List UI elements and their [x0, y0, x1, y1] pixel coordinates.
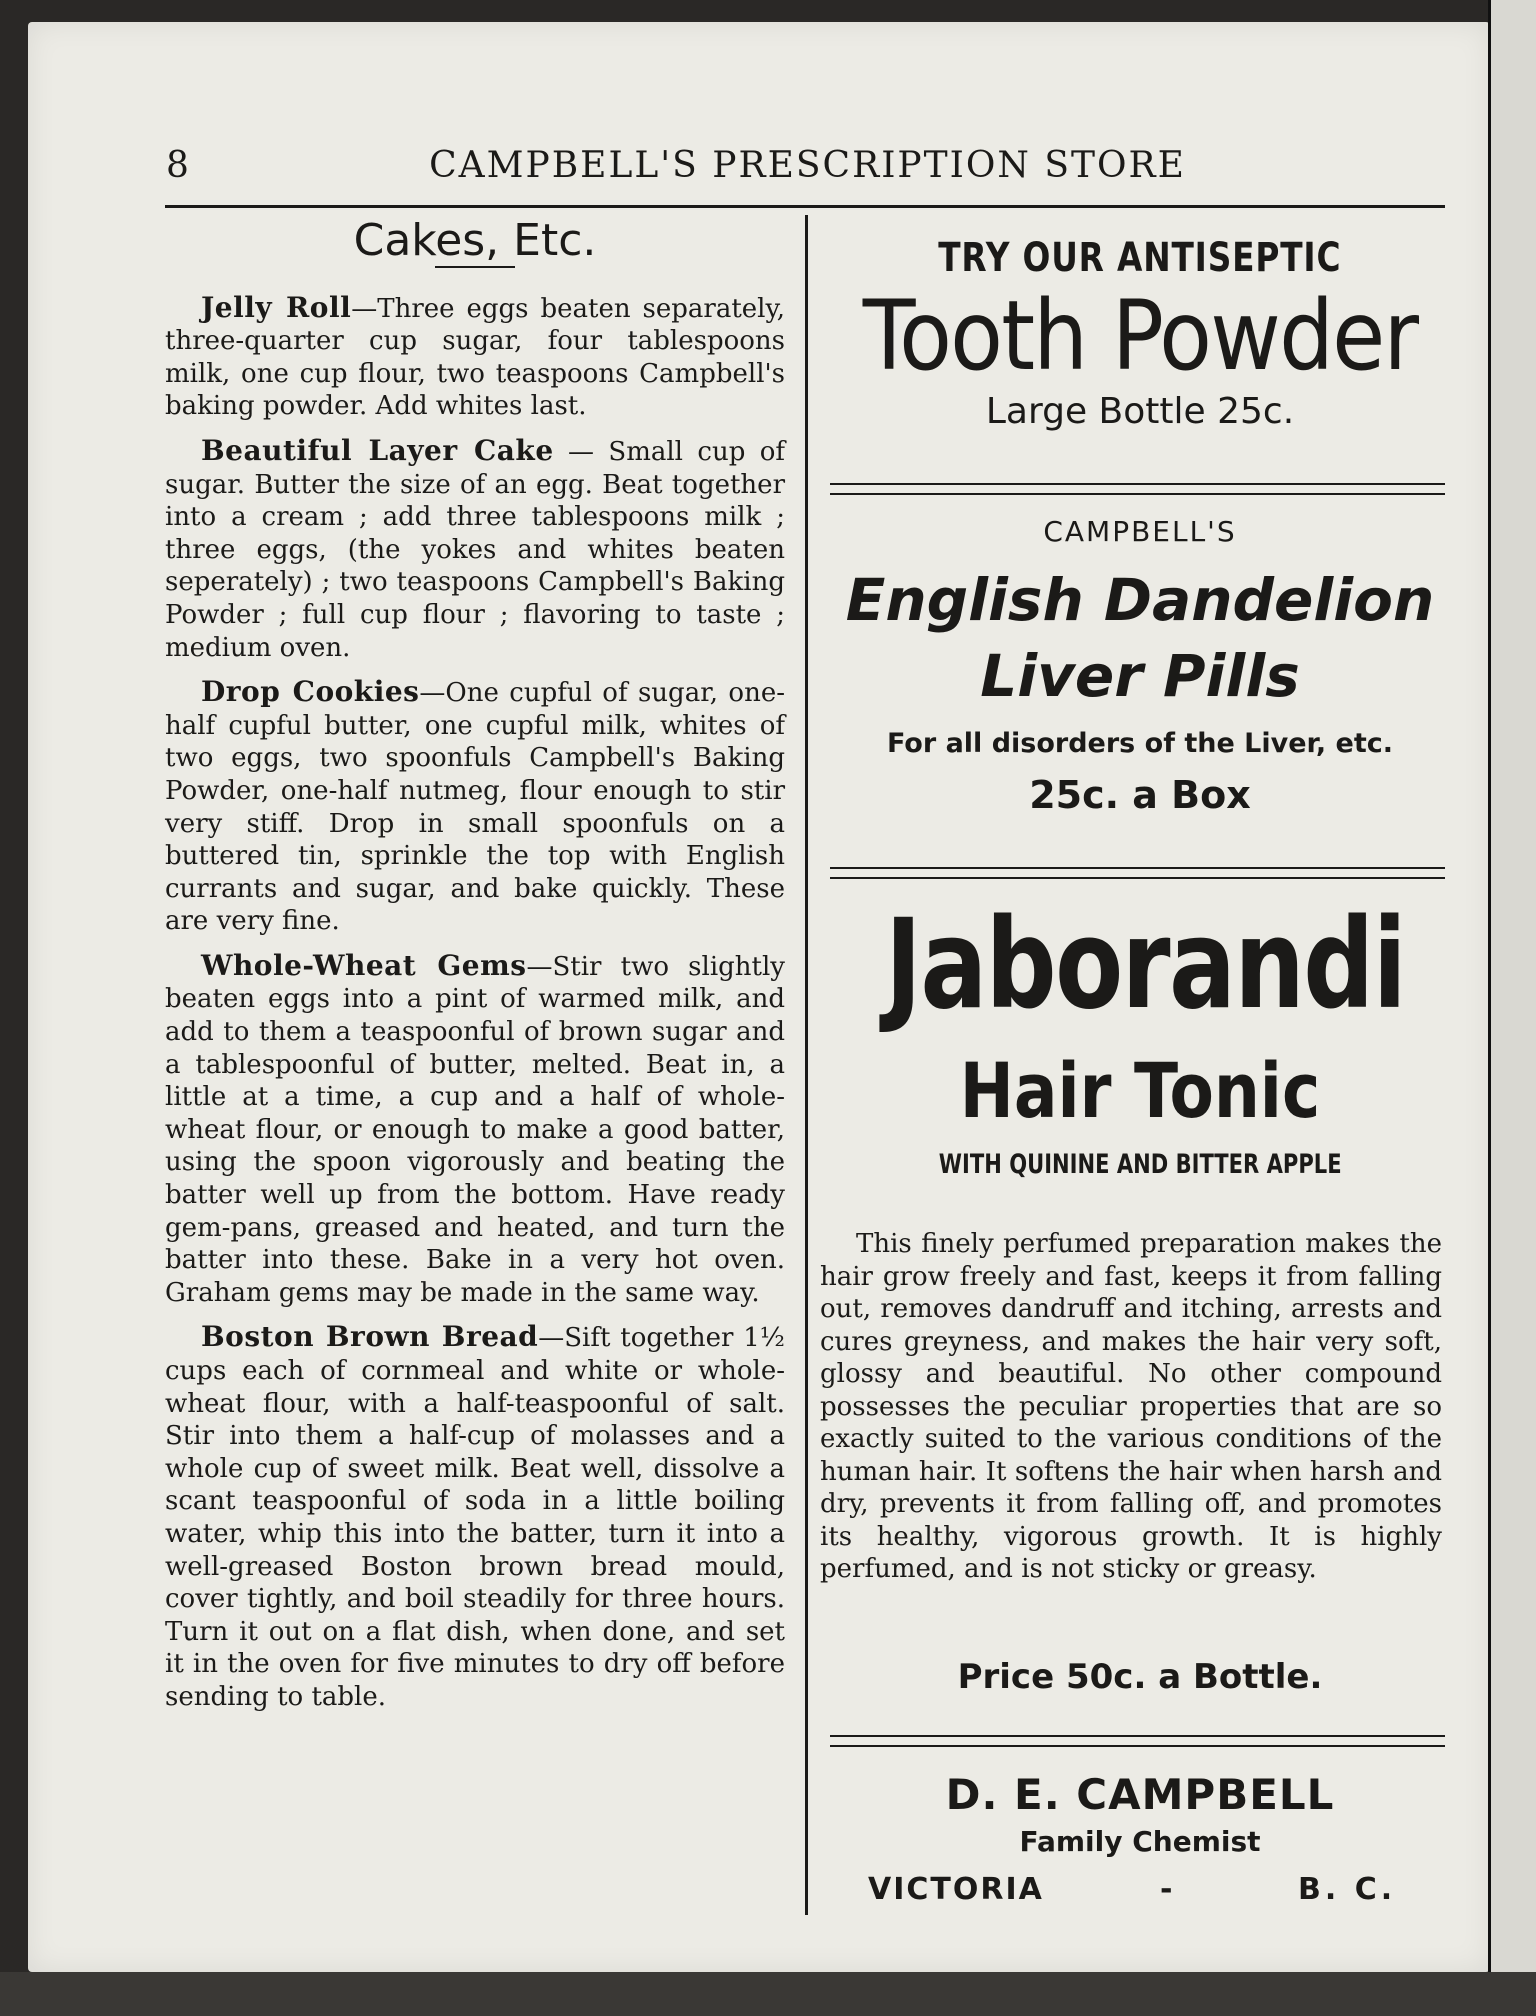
header-rule — [165, 205, 1445, 208]
ad-price: 25c. a Box — [1029, 773, 1251, 817]
store-location — [820, 1872, 1460, 1916]
recipe-boston-brown-bread — [165, 1321, 785, 1713]
recipe-jelly-roll — [165, 292, 785, 423]
recipe-layer-cake — [165, 435, 785, 664]
ad-price: Large Bottle 25c. — [985, 391, 1295, 432]
recipe-text: —One cupful of sugar, one-half cupful butter, one cupful milk, whites of two eggs, two spoonfuls Campbell's Baking Powder, one-half nutmeg, flour enough to stir very stiff. Drop in small spoonfuls on a buttered tin, sprinkle the top with English currants and sugar, and bake quickly. These are very fine. — [165, 678, 785, 937]
recipes-column — [165, 215, 785, 1726]
ad-product-name: Jaborandi — [885, 893, 1406, 1037]
recipe-drop-cookies — [165, 676, 785, 938]
ad-tagline: WITH QUININE AND BITTER APPLE — [938, 1149, 1342, 1180]
store-province: B. C. — [1298, 1872, 1397, 1907]
ad-divider — [830, 867, 1445, 879]
recipe-name: Jelly Roll — [201, 290, 352, 324]
store-city: VICTORIA — [868, 1872, 1044, 1907]
recipe-text: —Three eggs beaten separately, three-quarter cup sugar, four tablespoons milk, one cup flour, two teaspoons Campbell's baking powder. Add whites last. — [165, 293, 785, 422]
section-title: Cakes, Etc. — [353, 215, 597, 266]
ad-product-line-2: Liver Pills — [980, 642, 1300, 710]
recipe-text: —Stir two slightly beaten eggs into a pint of warmed milk, and add to them a teaspoonful of brown sugar and a tablespoonful of butter, melted. Beat in, a little at a time, a cup and a half of whole-wheat flour, or enough to make a good batter, using the spoon vigorously and beating the batter well up from the bottom. Have ready gem-pans, greased and heated, and turn the batter into these. Bake in a very hot oven. Graham gems may be made in the same way. — [165, 951, 785, 1308]
ad-body-text: This finely perfumed preparation makes the hair grow freely and fast, keeps it from falling out, removes dandruff and itching, arrests and cures greyness, and makes the hair very soft, glossy and beautiful. No other compound possesses the peculiar properties that are so exactly suited to the various conditions of the human hair. It softens the hair when harsh and dry, prevents it from falling off, and promotes its healthy, vigorous growth. It is highly perfumed, and is not sticky or greasy. — [820, 1229, 1442, 1584]
recipe-name: Whole-Wheat Gems — [201, 948, 527, 982]
location-separator: - — [1160, 1872, 1173, 1907]
store-owner-title: Family Chemist — [1019, 1825, 1261, 1858]
ad-product-line-1: English Dandelion — [845, 566, 1435, 634]
column-divider — [805, 215, 808, 1915]
ad-divider — [830, 1735, 1445, 1747]
ad-brand: CAMPBELL'S — [1043, 515, 1237, 548]
ad-product-name: Tooth Powder — [862, 280, 1418, 392]
recipe-name: Beautiful Layer Cake — [201, 433, 554, 467]
ad-hair-tonic — [820, 895, 1460, 1180]
recipe-text: —Sift together 1½ cups each of cornmeal and white or whole-wheat flour, with a half-teaspoonful of salt. Stir into them a half-cup of molasses and a whole cup of sweet milk. Beat well, dissolve a scant teaspoonful of soda in a little boiling water, whip this into the batter, turn it into a well-greased Boston brown bread mould, cover tightly, and boil steadily for three hours. Turn it out on a flat dish, when done, and set it in the oven for five minutes to dry off before sending to table. — [165, 1323, 785, 1712]
recipe-whole-wheat-gems — [165, 950, 785, 1310]
ad-subproduct: Hair Tonic — [959, 1046, 1321, 1135]
ad-liver-pills — [820, 515, 1460, 817]
scan-background — [0, 1972, 1536, 2016]
page-header — [140, 145, 1445, 205]
page-number: 8 — [166, 145, 189, 186]
recipe-text: — Small cup of sugar. Butter the size of an egg. Beat together into a cream ; add three tablespoons milk ; three eggs, (the yokes and whites beaten seperately) ; two teaspoons Campbell's Baking Powder ; full cup flour ; flavoring to taste ; medium oven. — [165, 436, 785, 663]
recipe-name: Boston Brown Bread — [201, 1320, 539, 1354]
recipe-name: Drop Cookies — [201, 675, 420, 709]
ad-divider — [830, 483, 1445, 495]
ad-tagline: For all disorders of the Liver, etc. — [886, 728, 1394, 759]
ad-kicker: TRY OUR ANTISEPTIC — [938, 235, 1342, 281]
store-signature — [820, 1770, 1460, 1916]
ad-tooth-powder — [820, 235, 1460, 432]
running-head: CAMPBELL'S PRESCRIPTION STORE — [429, 145, 1186, 186]
ad-price: Price 50c. a Bottle. — [957, 1657, 1323, 1697]
store-owner-name: D. E. CAMPBELL — [945, 1770, 1335, 1819]
next-page-edge — [1488, 0, 1536, 2016]
